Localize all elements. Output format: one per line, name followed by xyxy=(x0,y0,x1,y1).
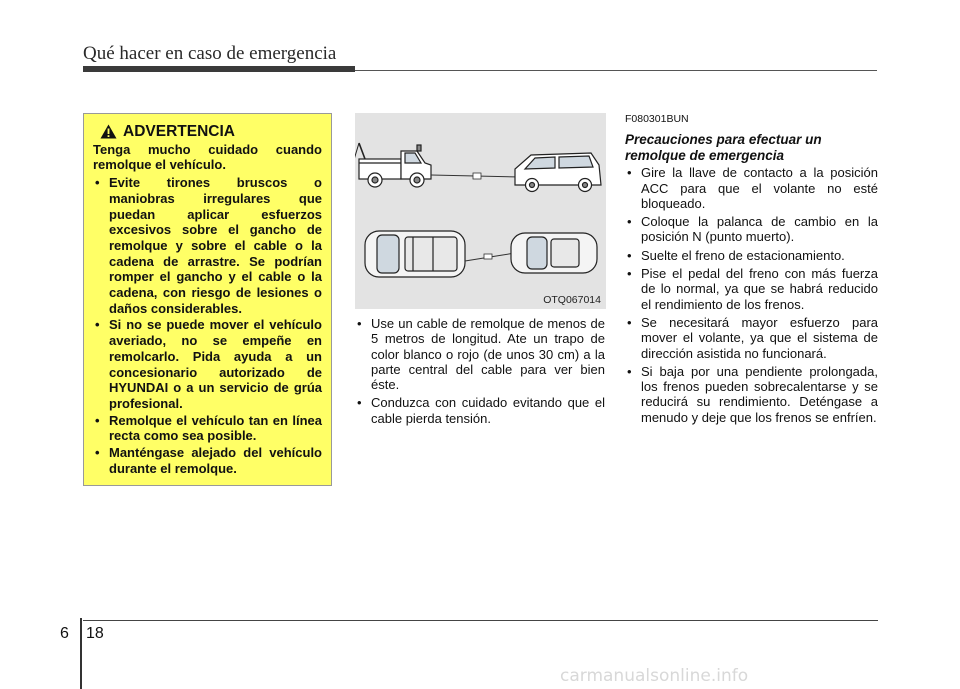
tow-truck-drawing xyxy=(355,143,431,187)
chapter-number: 6 xyxy=(60,625,69,642)
page-header-title: Qué hacer en caso de emergencia xyxy=(83,43,337,64)
footer-rule xyxy=(83,620,878,621)
precaution-item: • Pise el pedal del freno con más fuerza de lo normal, ya que se habrá reducido el rendimiento de los frenos. xyxy=(625,266,878,312)
header-rule-thick xyxy=(83,66,355,72)
section-code: F080301BUN xyxy=(625,113,689,125)
figure-code: OTQ067014 xyxy=(543,294,601,306)
precautions-list xyxy=(625,165,878,425)
precaution-item: • Se necesitará mayor esfuerzo para mover el volante, ya que el sistema de dirección asistida no funcionará. xyxy=(625,315,878,361)
precautions-section xyxy=(625,112,878,428)
warning-intro: Tenga mucho cuidado cuando remolque el vehículo. xyxy=(93,141,322,173)
warning-header xyxy=(93,124,322,140)
van-top-drawing xyxy=(365,231,465,277)
precaution-item: • Gire la llave de contacto a la posición ACC para que el volante no esté bloqueado. xyxy=(625,165,878,211)
warning-title: ADVERTENCIA xyxy=(123,123,235,140)
rope-flag-top xyxy=(484,254,492,259)
car-top-drawing xyxy=(511,233,597,273)
footer-divider xyxy=(80,618,82,689)
warning-triangle-icon xyxy=(100,124,117,139)
towing-illustration xyxy=(355,113,606,309)
instruction-item: • Conduzca con cuidado evitando que el cable pierda tensión. xyxy=(355,395,605,426)
precaution-item: • Suelte el freno de estacionamiento. xyxy=(625,248,878,263)
watermark: carmanualsonline.info xyxy=(560,666,749,686)
header-rule-thin xyxy=(355,70,877,71)
instruction-item: • Use un cable de remolque de menos de 5 metros de longitud. Ate un trapo de color blanco o rojo (de unos 30 cm) a la parte central del cable para ver bien éste. xyxy=(355,316,605,392)
rope-flag-side xyxy=(473,173,481,179)
warning-item: • Si no se puede mover el vehículo averiado, no se empeñe en remolcarlo. Pida ayuda a un concesionario autorizado de HYUNDAI o a un servicio de grúa profesional. xyxy=(93,317,322,411)
section-title: Precauciones para efectuar un remolque de emergencia xyxy=(625,132,822,163)
towing-diagram xyxy=(355,113,606,309)
warning-item: • Manténgase alejado del vehículo durante el remolque. xyxy=(93,445,322,476)
warning-box xyxy=(83,113,332,486)
warning-item: • Remolque el vehículo tan en línea recta como sea posible. xyxy=(93,413,322,444)
towing-instructions-list xyxy=(355,316,605,429)
precaution-item: • Coloque la palanca de cambio en la posición N (punto muerto). xyxy=(625,214,878,245)
van-side-drawing xyxy=(515,153,601,192)
warning-list xyxy=(93,175,322,476)
page-number: 18 xyxy=(86,625,104,642)
precaution-item: • Si baja por una pendiente prolongada, los frenos pueden sobrecalentarse y se reducirá su rendimiento. Deténgase a menudo y deje que los frenos se enfríen. xyxy=(625,364,878,425)
warning-item: • Evite tirones bruscos o maniobras irregulares que puedan aplicar esfuerzos excesivos sobre el gancho de remolque y sobre el cable o la cadena de arrastre. Se podrían romper el gancho y el cable o la cadena, con riesgo de lesiones o daños considerables. xyxy=(93,175,322,316)
